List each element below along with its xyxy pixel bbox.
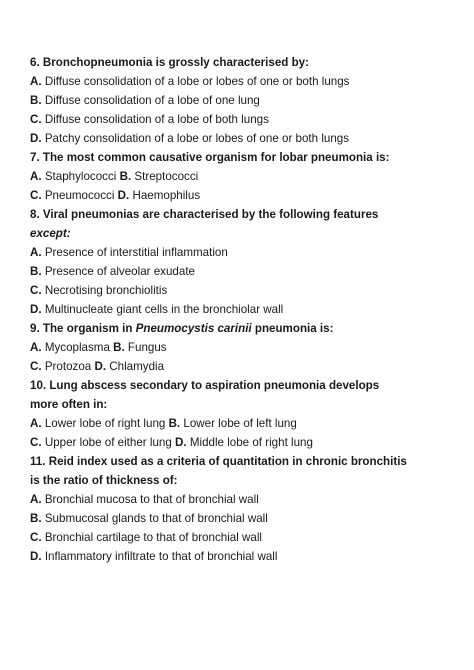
question-11-stem-line-2: is the ratio of thickness of:	[30, 474, 178, 487]
question-8-option-d: D. Multinucleate giant cells in the bronchiolar wall	[30, 303, 284, 316]
question-6-option-a: A. Diffuse consolidation of a lobe or lobes of one or both lungs	[30, 75, 350, 88]
question-6-stem: 6. Bronchopneumonia is grossly characterised by:	[30, 56, 309, 69]
question-11-option-a: A. Bronchial mucosa to that of bronchial wall	[30, 493, 259, 506]
question-9-stem: 9. The organism in Pneumocystis carinii pneumonia is:	[30, 322, 334, 335]
question-8-option-b: B. Presence of alveolar exudate	[30, 265, 195, 278]
question-11-option-b: B. Submucosal glands to that of bronchial wall	[30, 512, 268, 525]
question-11-stem: 11. Reid index used as a criteria of quantitation in chronic bronchitis	[30, 455, 407, 468]
question-9-options-ab: A. Mycoplasma B. Fungus	[30, 341, 167, 354]
question-9-options-cd: C. Protozoa D. Chlamydia	[30, 360, 165, 373]
question-10-options-cd: C. Upper lobe of either lung D. Middle lobe of right lung	[30, 436, 313, 449]
question-7-options-cd: C. Pneumococci D. Haemophilus	[30, 189, 201, 202]
question-10-stem: 10. Lung abscess secondary to aspiration pneumonia develops	[30, 379, 380, 392]
question-6-option-c: C. Diffuse consolidation of a lobe of both lungs	[30, 113, 269, 126]
question-8-stem: 8. Viral pneumonias are characterised by the following features	[30, 208, 379, 221]
question-8-option-a: A. Presence of interstitial inflammation	[30, 246, 228, 259]
question-11-option-d: D. Inflammatory infiltrate to that of bronchial wall	[30, 550, 278, 563]
question-6-option-b: B. Diffuse consolidation of a lobe of one lung	[30, 94, 260, 107]
question-8-option-c: C. Necrotising bronchiolitis	[30, 284, 168, 297]
question-7-stem: 7. The most common causative organism for lobar pneumonia is:	[30, 151, 390, 164]
question-8-stem-except: except:	[30, 227, 71, 240]
question-11-option-c: C. Bronchial cartilage to that of bronchial wall	[30, 531, 262, 544]
question-10-options-ab: A. Lower lobe of right lung B. Lower lobe of left lung	[30, 417, 297, 430]
question-10-stem-line-2: more often in:	[30, 398, 108, 411]
question-6-option-d: D. Patchy consolidation of a lobe or lobes of one or both lungs	[30, 132, 350, 145]
question-7-options-ab: A. Staphylococci B. Streptococci	[30, 170, 199, 183]
